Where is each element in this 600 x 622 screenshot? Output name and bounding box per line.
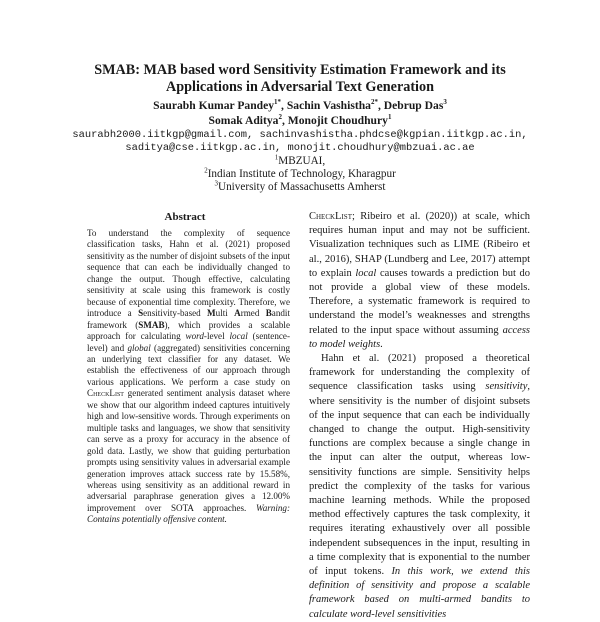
author-emails: [20, 129, 580, 156]
acronym-letter: S: [138, 308, 144, 319]
author-name: Somak Aditya: [208, 114, 279, 127]
abstract-text: (aggregated) sensitivities concerning an underlying text classifier for any dataset. We establish the effectiveness of our approach through various applications. We perform a case study on: [87, 342, 290, 387]
author-name: Debrup Das: [383, 99, 444, 112]
title-line-1: SMAB: MAB based word Sensitivity Estimation Framework and its: [94, 62, 506, 78]
checklist-name: CheckList: [309, 211, 352, 222]
intro-text: ; Ribeiro et al. (2020)) at scale, which requires human input and may not be sufficient. Visualization techniques such as LIME (Ribeiro et al., 2016), SHAP (Lundberg and Lee, 2017) attempt to explain: [309, 211, 530, 279]
intro-text: Hahn et al. (2021) proposed a theoretical framework for understanding the complexity of sequence classification tasks using: [309, 353, 530, 393]
abstract-text: rmed: [240, 308, 266, 319]
abstract-body: [87, 228, 290, 526]
intro-text: .: [380, 338, 383, 350]
checklist-name: CheckList: [87, 388, 124, 399]
abstract-text: andit framework (: [87, 308, 290, 330]
author-name: Sachin Vashistha: [286, 99, 371, 112]
acronym-letter: B: [265, 308, 272, 319]
author-mark: 1*: [274, 98, 282, 107]
author-mark: 2*: [370, 98, 378, 107]
email-line-1: saurabh2000.iitkgp@gmail.com, sachinvashistha.phdcse@kgpian.iitkgp.ac.in,: [72, 129, 528, 141]
abstract-text: ulti: [215, 308, 235, 319]
abstract-text: To understand the complexity of sequence classification tasks, Hahn et al. (2021) proposed sensitivity as the number of disjoint subsets of the input sequence that can each be individually changed to change the output. Though effective, calculating sensitivity at scale using this framework is costly because of exponential time complexity. Therefore, we introduce a: [87, 228, 290, 319]
emphasis: global: [127, 342, 151, 353]
affiliation-mark: 3: [214, 178, 218, 187]
abstract-text: -level: [203, 331, 230, 342]
author-mark: 3: [443, 98, 447, 107]
affiliation-name: University of Massachusetts Amherst: [218, 180, 386, 193]
affiliation-mark: 1: [274, 153, 279, 162]
author-mark: 2: [278, 113, 282, 122]
content-warning: Warning: Contains potentially offensive content.: [87, 502, 290, 525]
affiliation-name: MBZUAI,: [278, 155, 326, 167]
emphasis: In this work, we extend this definition of sensitivity and propose a scalable framework based on multi-armed bandits to calculate word-level sensitivities: [309, 566, 530, 620]
emphasis: local: [229, 331, 248, 342]
abstract-text: (sentence-level) and: [87, 331, 290, 353]
emphasis: local: [355, 267, 377, 279]
affiliation: [40, 155, 560, 168]
author-list: [40, 98, 560, 128]
abstract-text: ensitivity-based: [143, 308, 208, 319]
emphasis: access to model weights: [309, 324, 530, 350]
title-line-2: Applications in Adversarial Text Generation: [165, 79, 434, 95]
abstract-heading: Abstract: [164, 211, 206, 223]
intro-text: causes towards a prediction but do not provide a global view of these models. Therefore, a systematic framework is required to understand the model’s weaknesses and strengths related to the input space without assuming: [309, 267, 530, 336]
affiliation: [40, 178, 560, 194]
email-line-2: saditya@cse.iitkgp.ac.in, monojit.choudhury@mbzuai.ac.ae: [125, 142, 475, 155]
authors-line-1: Saurabh Kumar Pandey$^{1*}$, Sachin Vashistha$^{2*}$, Debrup Das$^3$: [153, 98, 447, 112]
affiliation-mark: 2: [204, 166, 208, 175]
author-mark: 1: [387, 113, 392, 122]
authors-line-2: Somak Aditya$^2$, Monojit Choudhury$^1$: [208, 113, 392, 127]
intro-paragraph: [309, 210, 530, 352]
abstract-text: generated sentiment analysis dataset where we show that our algorithm indeed captures intuitively high and low-sensitive words. Through experiments on multiple tasks and languages, we show that sensitivity can serve as a proxy for accuracy in the absence of gold data. Lastly, we show that guiding perturbation prompts using sensitivity values in adversarial example generation improves attack success rate by 15.58%, whereas using sensitivity as an additional reward in adversarial paraphrase generation gives a 12.00% improvement over SOTA approaches.: [87, 388, 290, 513]
paper-title: [40, 62, 560, 96]
intro-paragraph: [309, 352, 530, 622]
acronym-letter: A: [234, 308, 241, 319]
emphasis: sensitivity: [485, 381, 528, 393]
abstract-paragraph: [87, 228, 290, 526]
emphasis: word: [185, 331, 204, 342]
framework-acronym: SMAB: [138, 319, 165, 330]
affiliation-name: Indian Institute of Technology, Kharagpur: [207, 167, 396, 180]
acronym-letter: M: [207, 308, 216, 319]
intro-column: [309, 210, 530, 622]
author-name: Monojit Choudhury: [287, 114, 388, 127]
author-name: Saurabh Kumar Pandey: [153, 99, 275, 112]
abstract-text: ), which provides a scalable approach for calculating: [87, 319, 290, 342]
affiliations: [40, 155, 560, 193]
affiliation: [40, 168, 560, 181]
intro-text: , where sensitivity is the number of disjoint subsets of the input sequence that can each be individually changed to change the output. High-sensitivity functions are complex because a single change in the input can alter the output, whereas low-sensitivity functions are simple. Sensitivity helps predict the complexity of the tasks for various machine learning methods. While the proposed method effectively captures the task complexity, it requires iterating exhaustively over all possible independent subsequences in the input, resulting in a time complexity that is exponential to the number of input tokens.: [309, 381, 530, 578]
